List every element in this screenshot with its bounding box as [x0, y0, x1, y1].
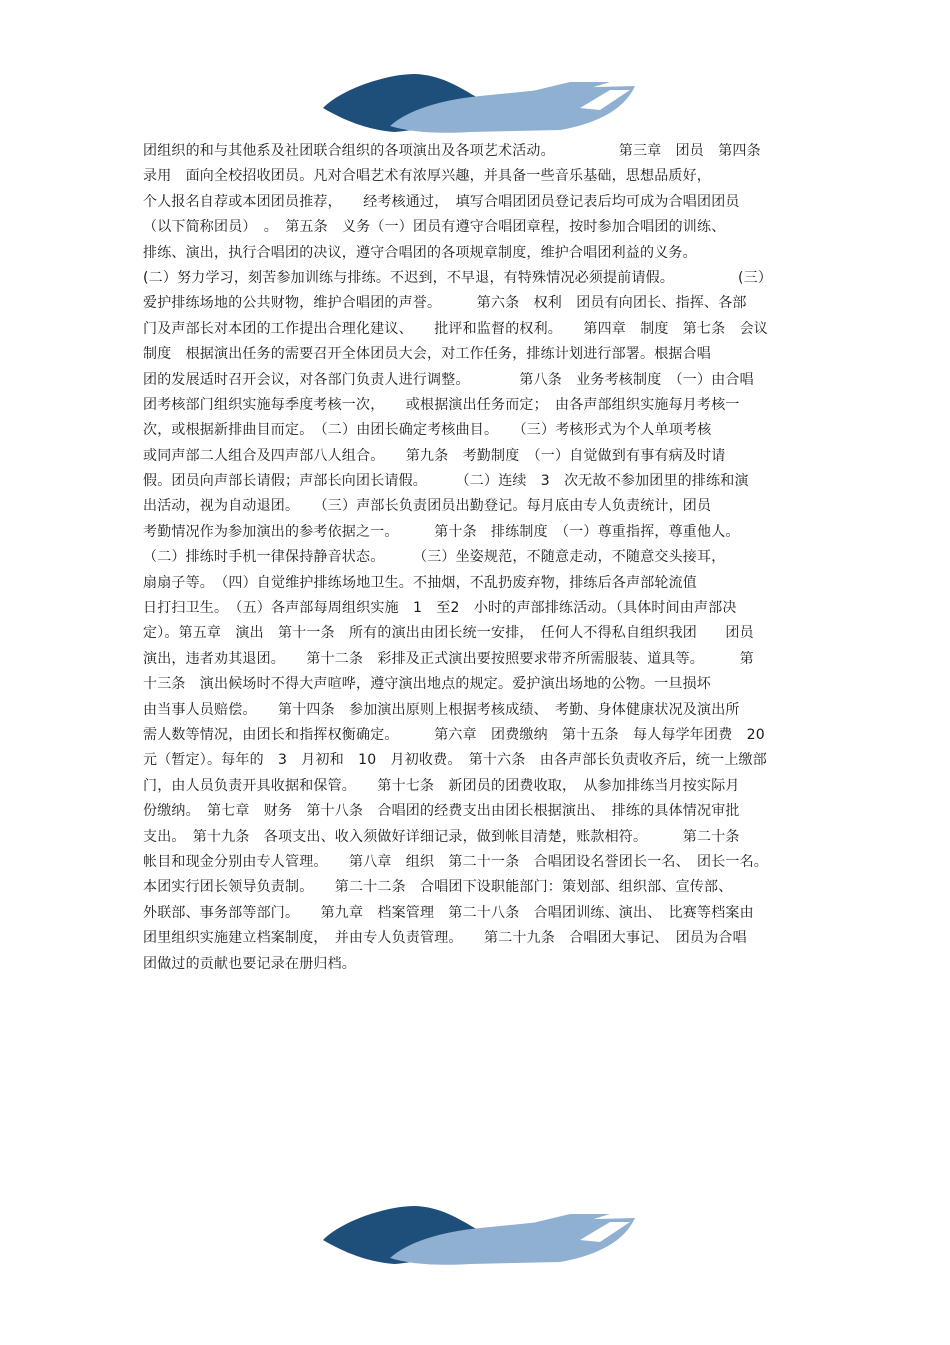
text-line: 团做过的贡献也要记录在册归档。 — [143, 955, 356, 972]
text-line: （以下简称团员） 。 第五条 义务（一）团员有遵守合唱团章程，按时参加合唱团的训练、 — [143, 219, 726, 236]
text-line: 爱护排练场地的公共财物，维护合唱团的声誉。 第六条 权利 团员有向团长、指挥、各部 — [143, 295, 747, 312]
text-line: 帐目和现金分别由专人管理。 第八章 组织 第二十一条 合唱团设名誉团长一名、 团长一名。 — [143, 853, 768, 870]
text-line: 日打扫卫生。 （五）各声部每周组织实施 1 至2 小时的声部排练活动。（具体时间由声部决 — [143, 600, 737, 617]
document-body — [143, 139, 808, 977]
text-line: 门，由人员负责开具收据和保管。 第十七条 新团员的团费收取， 从参加排练当月按实际月 — [143, 777, 740, 794]
header-logo — [140, 68, 810, 138]
text-line: 团考核部门组织实施每季度考核一次， 或根据演出任务而定； 由各声部组织实施每月考核一 — [143, 396, 740, 413]
text-line: 排练、演出，执行合唱团的决议，遵守合唱团的各项规章制度，维护合唱团利益的义务。 — [143, 244, 697, 261]
text-line: 团的发展适时召开会议，对各部门负责人进行调整。 第八条 业务考核制度 （一）由合唱 — [143, 371, 754, 388]
wave-logo-icon — [140, 1200, 810, 1270]
text-line: 出活动，视为自动退团。 （三）声部长负责团员出勤登记。每月底由专人负责统计，团员 — [143, 498, 712, 515]
text-line: 由当事人员赔偿。 第十四条 参加演出原则上根据考核成绩、 考勤、身体健康状况及演出所 — [143, 701, 740, 718]
text-line: (二）努力学习，刻苦参加训练与排练。不迟到，不早退，有特殊情况必须提前请假。 (三） — [143, 269, 773, 286]
text-line: 定）。第五章 演出 第十一条 所有的演出由团长统一安排， 任何人不得私自组织我团 团员 — [143, 625, 754, 642]
text-line: 团里组织实施建立档案制度， 并由专人负责管理。 第二十九条 合唱团大事记、 团员为合唱 — [143, 930, 747, 947]
text-line: 次，或根据新排曲目而定。 （二）由团长确定考核曲目。 （三）考核形式为个人单项考核 — [143, 422, 712, 439]
text-line: 十三条 演出候场时不得大声喧哗，遵守演出地点的规定。爱护演出场地的公物。一旦损坏 — [143, 676, 711, 693]
text-line: 演出，违者劝其退团。 第十二条 彩排及正式演出要按照要求带齐所需服装、道具等。 第 — [143, 650, 754, 667]
text-line: 门及声部长对本团的工作提出合理化建议、 批评和监督的权利。 第四章 制度 第七条 会议 — [143, 320, 768, 337]
footer-logo — [140, 1200, 810, 1270]
text-line: 扇扇子等。 （四）自觉维护排练场地卫生。不抽烟，不乱扔废弃物，排练后各声部轮流值 — [143, 574, 697, 591]
text-line: 份缴纳。 第七章 财务 第十八条 合唱团的经费支出由团长根据演出、 排练的具体情况审批 — [143, 803, 740, 820]
wave-logo-icon — [140, 68, 810, 138]
text-line: （二）排练时手机一律保持静音状态。 （三）坐姿规范，不随意走动，不随意交头接耳， — [143, 549, 726, 566]
text-line: 需人数等情况，由团长和指挥权衡确定。 第六章 团费缴纳 第十五条 每人每学年团费 20 — [143, 726, 765, 743]
text-line: 或同声部二人组合及四声部八人组合。 第九条 考勤制度 （一）自觉做到有事有病及时请 — [143, 447, 726, 464]
text-line: 录用 面向全校招收团员。凡对合唱艺术有浓厚兴趣，并具备一些音乐基础，思想品质好， — [143, 168, 711, 185]
text-line: 外联部、事务部等部门。 第九章 档案管理 第二十八条 合唱团训练、演出、 比赛等档案由 — [143, 904, 754, 921]
text-line: 元（暂定）。每年的 3 月初和 10 月初收费。 第十六条 由各声部长负责收齐后，统一上缴部 — [143, 752, 767, 769]
text-line: 团组织的和与其他系及社团联合组织的各项演出及各项艺术活动。 第三章 团员 第四条 — [143, 143, 761, 159]
text-line: 制度 根据演出任务的需要召开全体团员大会，对工作任务，排练计划进行部署。根据合唱 — [143, 346, 711, 363]
text-line: 支出。 第十九条 各项支出、收入须做好详细记录，做到帐目清楚，账款相符。 第二十条 — [143, 828, 740, 845]
text-line: 个人报名自荐或本团团员推荐， 经考核通过， 填写合唱团团员登记表后均可成为合唱团团员 — [143, 193, 740, 210]
text-line: 假。团员向声部长请假；声部长向团长请假。 （二）连续 3 次无故不参加团里的排练和演 — [143, 473, 749, 490]
text-line: 本团实行团长领导负责制。 第二十二条 合唱团下设职能部门：策划部、组织部、宣传部、 — [143, 879, 733, 896]
text-line: 考勤情况作为参加演出的参考依据之一。 第十条 排练制度 （一）尊重指挥，尊重他人。 — [143, 523, 740, 540]
